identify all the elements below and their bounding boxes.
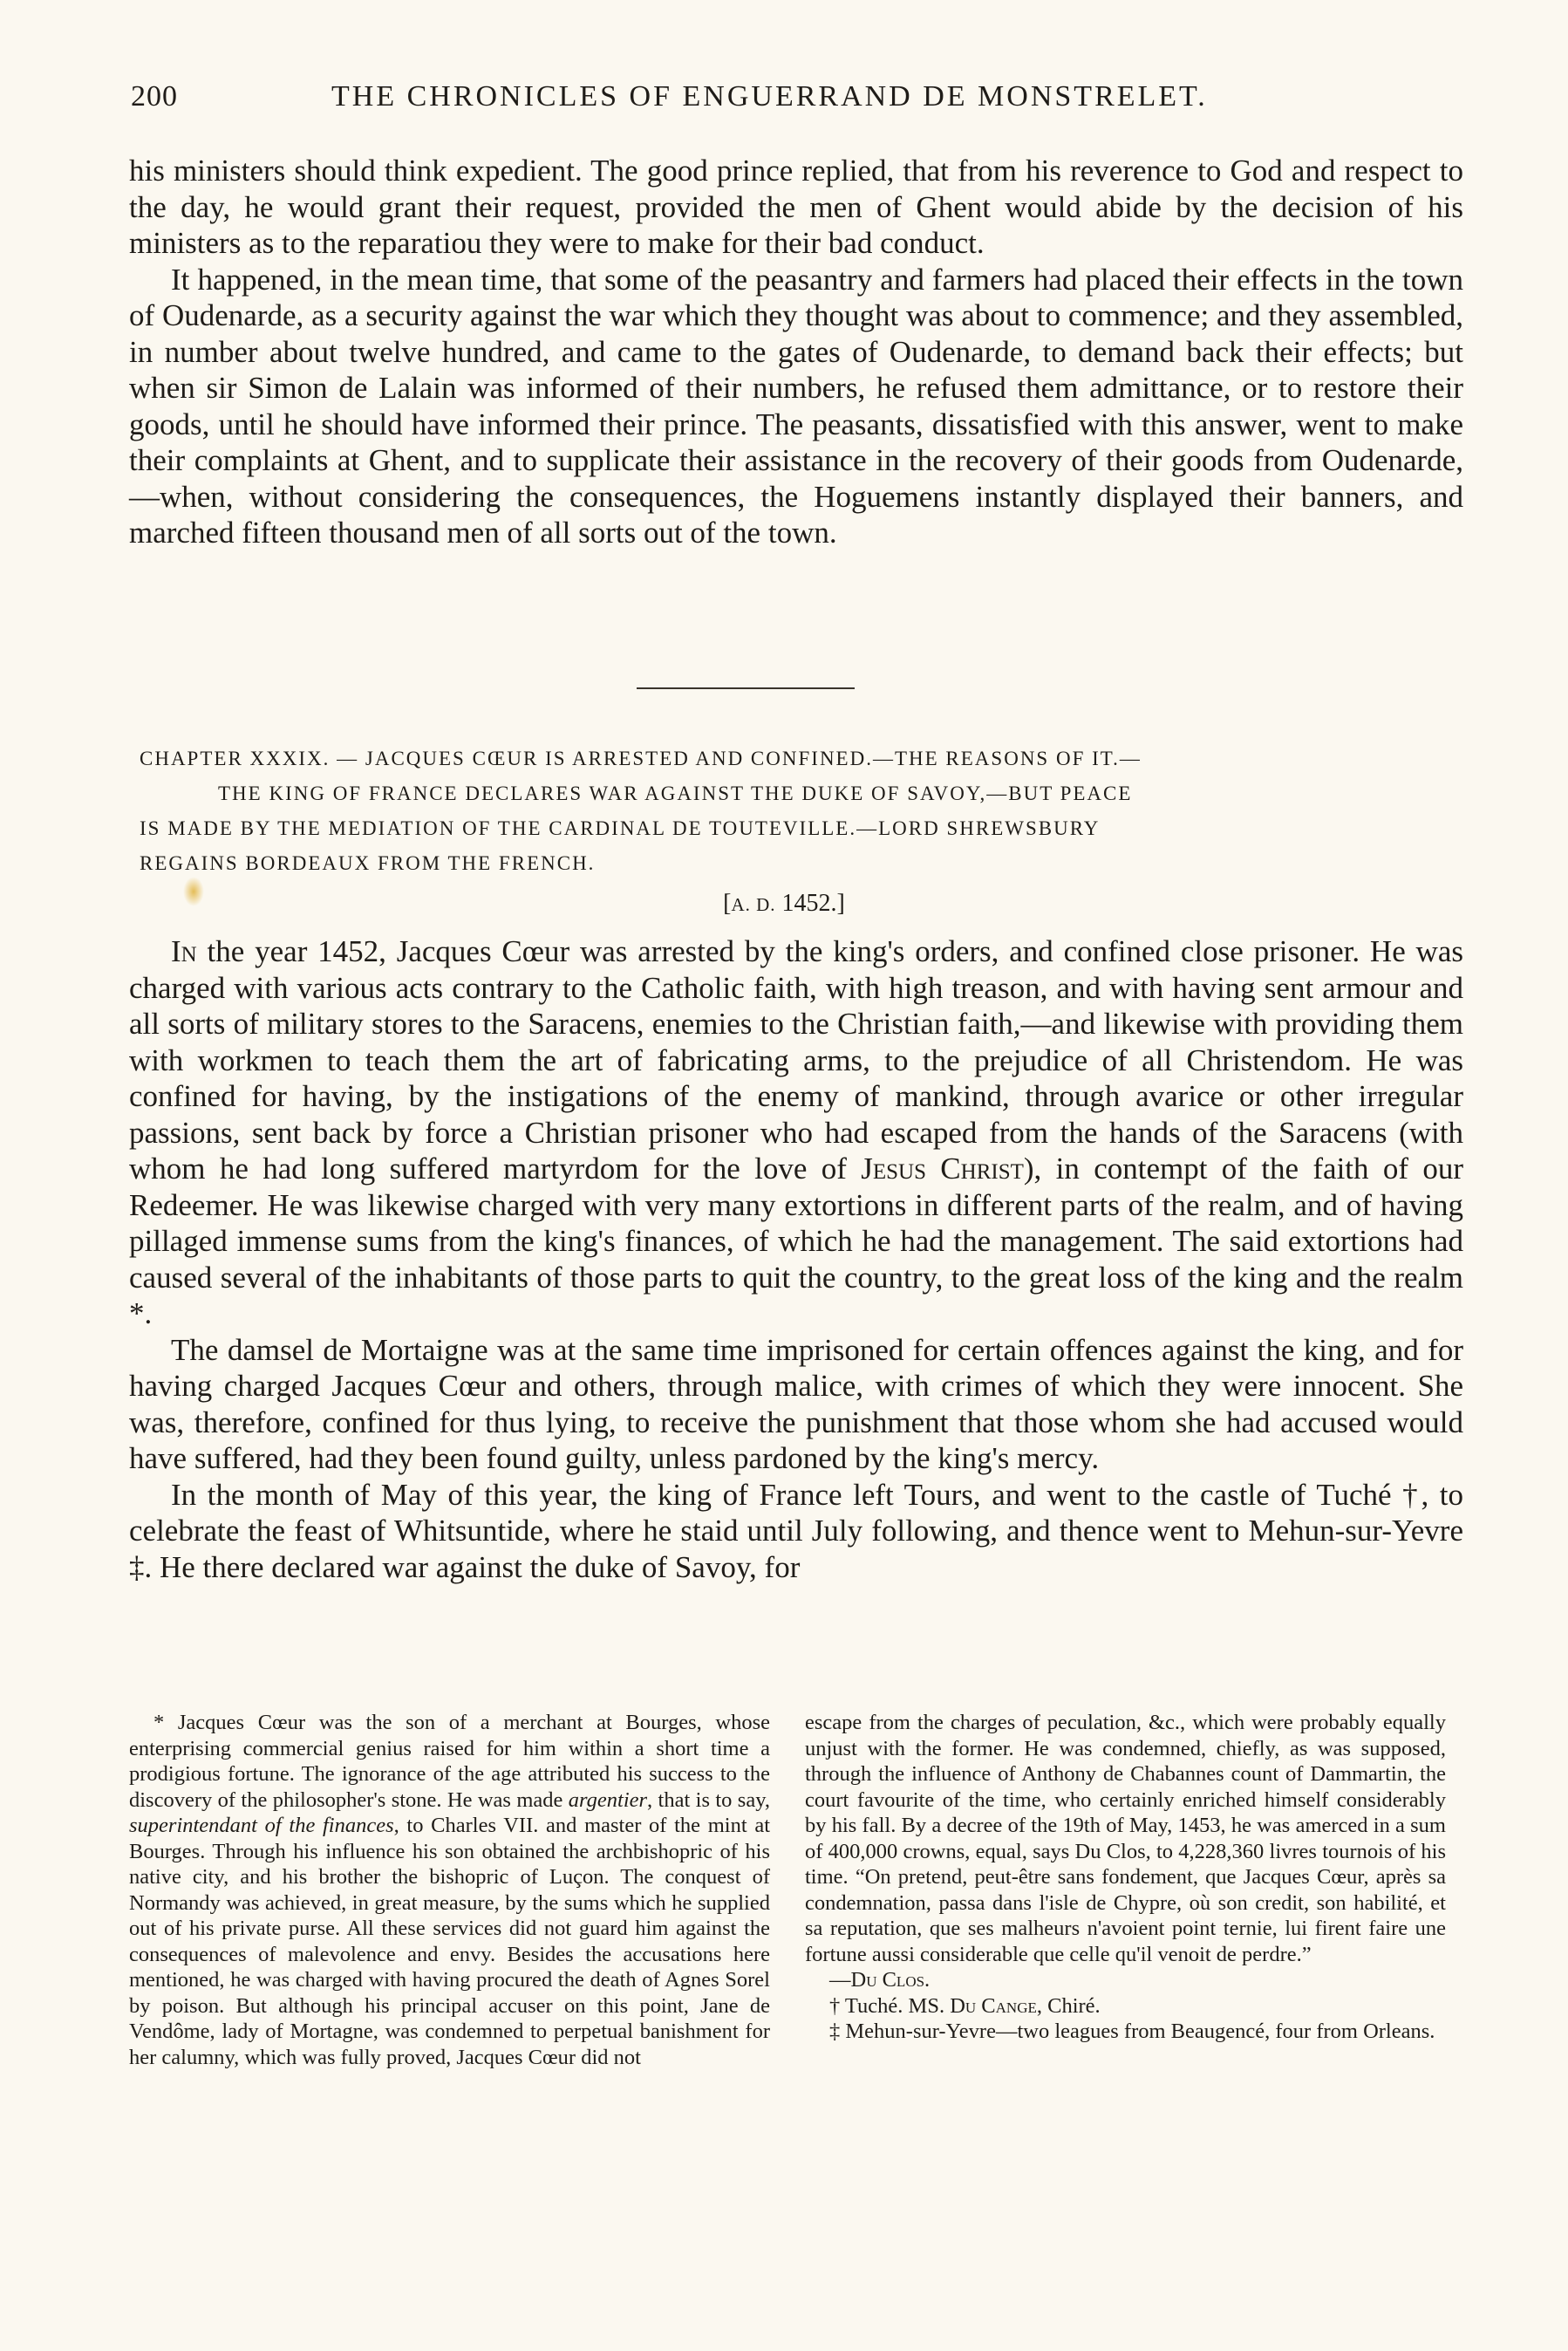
footnote-dagger-text-a: † Tuché. MS. xyxy=(829,1993,951,2018)
footnote-star-text-b: , that is to say, xyxy=(647,1787,770,1812)
paragraph-mortaigne: The damsel de Mortaigne was at the same time imprisoned for certain offences against the king, and for having charged Jacques Cœur and others, through malice, with crimes of which they were innocent. She was, therefore, confined for thus lying, to receive the punishment that those whom she had accused would have suffered, had they been found guilty, unless pardoned by the king's mercy. xyxy=(129,1332,1463,1475)
paragraph-oudenarde: It happened, in the mean time, that some of the peasantry and farmers had placed their effects in the town of Oudenarde, as a security against the war which they thought was about to commence; and they assembled, in number about twelve hundred, and came to the gates of Oudenarde, to demand back their effects; but when sir Simon de Lalain was informed of their numbers, he refused them admittance, or to restore their goods, until he should have informed their prince. The peasants, dissatisfied with this answer, went to make their complaints at Ghent, and to supplicate their assistance in the recovery of their goods from Oudenarde,—when, without considering the consequences, the Hoguemens instantly displayed their banners, and marched fifteen thousand men of all sorts out of the town. xyxy=(129,262,1463,550)
footnote-star-text-c: , to Charles VII. and master of the mint at Bourges. Through his influence his son obtained the archbishopric of his native city, and his brother the bishopric of Luçon. The conquest of Normandy was achieved, in great measure, by the sums which he supplied out of his private purse. All these services did not guard him against the consequences of malevolence and envy. Besides the accusations here mentioned, he was charged with having procured the death of Agnes Sorel by poison. But although his principal accuser on this point, Jane de Vendôme, lady of Mortagne, was condemned to perpetual banishment for her calumny, which was fully proved, Jacques Cœur did not xyxy=(129,1814,770,2069)
chapter-heading xyxy=(140,742,1461,881)
chapter-date xyxy=(0,890,1568,918)
footnote-column-right xyxy=(805,1710,1446,2045)
footnote-italic: superintendant of the finances xyxy=(129,1814,394,1837)
footnote-italic: argentier xyxy=(568,1787,648,1812)
footnotes xyxy=(129,1710,1463,2163)
chapter-text-block xyxy=(129,933,1463,1585)
footnote-star-continued: escape from the charges of peculation, &c., which were probably equally unjust with the former. He was condemned, chiefly, as was supposed, through the influence of Anthony de Chabannes count of Dammartin, the court favourite of the time, who certainly enriched himself considerably by his fall. By a decree of the 19th of May, 1453, he was amerced in a sum of 400,000 crowns, equal, says Du Clos, to 4,228,360 livres tournois of his time. “On pretend, peut-être sans fondement, que Jacques Cœur, après sa condemnation, passa dans l'isle de Chypre, où son credit, son habilité, et sa reputation, que ses malheurs n'avoient point ternie, lui firent faire une fortune aussi considerable que celle qu'il venoit de perdre.” xyxy=(805,1711,1446,1966)
footnote-star xyxy=(129,1710,770,2070)
date-year: 1452.] xyxy=(781,890,845,917)
footnote-signature: —Du Clos. xyxy=(829,1968,931,1992)
running-title: THE CHRONICLES OF ENGUERRAND DE MONSTRELET. xyxy=(331,80,1208,113)
date-bracket: [ xyxy=(723,890,732,917)
paragraph-arrest-text-a: the year 1452, Jacques Cœur was arrested by the king's orders, and confined close prisoner. He was charged with various acts contrary to the Catholic faith, with high treason, and with having sent armour and all sorts of military stores to the Saracens, enemies to the Christian faith,—and likewise with providing them with workmen to teach them the art of fabricating arms, to the prejudice of all Christendom. He was confined for having, by the instigations of the enemy of mankind, through avarice or other irregular passions, sent back by force a Christian prisoner who had escaped from the hands of the Saracens (with whom he had long suffered martyrdom for the love of xyxy=(129,934,1463,1186)
section-divider xyxy=(637,687,855,689)
paragraph-arrest xyxy=(129,933,1463,1332)
page-number: 200 xyxy=(131,80,178,113)
chapter-heading-line: CHAPTER XXXIX. — JACQUES CŒUR IS ARRESTED AND CONFINED.—THE REASONS OF IT.— xyxy=(140,748,1142,769)
running-head xyxy=(131,80,1465,124)
continued-text-block xyxy=(129,153,1463,551)
chapter-heading-line: REGAINS BORDEAUX FROM THE FRENCH. xyxy=(140,852,596,874)
sacred-name: Jesus Christ xyxy=(861,1152,1024,1186)
paragraph-tours: In the month of May of this year, the king of France left Tours, and went to the castle of Tuché †, to celebrate the feast of Whitsuntide, where he staid until July following, and thence went to Mehun-sur-Yevre ‡. He there declared war against the duke of Savoy, for xyxy=(129,1477,1463,1584)
footnote-star-text-a: * Jacques Cœur was the son of a merchant at Bourges, whose enterprising commercial genius raised for him within a short time a prodigious fortune. The ignorance of the age attributed his success to the discovery of the philosopher's stone. He was made xyxy=(129,1711,770,1812)
footnote-dagger-name: Du Cange xyxy=(950,1993,1037,2018)
opening-word: In xyxy=(171,934,197,968)
date-era: A. D. xyxy=(731,894,776,915)
footnote-column-left xyxy=(129,1710,770,2070)
footnote-dagger-text-b: , Chiré. xyxy=(1036,1993,1101,2018)
paragraph-continued: his ministers should think expedient. The good prince replied, that from his reverence to God and respect to the day, he would grant their request, provided the men of Ghent would abide by the decision of his ministers as to the reparatiou they were to make for their bad conduct. xyxy=(129,154,1463,260)
chapter-heading-line: IS MADE BY THE MEDIATION OF THE CARDINAL DE TOUTEVILLE.—LORD SHREWSBURY xyxy=(140,817,1101,839)
chapter-heading-line: THE KING OF FRANCE DECLARES WAR AGAINST THE DUKE OF SAVOY,—BUT PEACE xyxy=(218,783,1133,804)
paragraph-arrest-text-b: ), in contempt of the faith of our Redeemer. He was likewise charged with very many extortions in different parts of the realm, and of having pillaged immense sums from the king's finances, of which he had the management. The said extortions had caused several of the inhabitants of those parts to quit the country, to the great loss of the king and the realm *. xyxy=(129,1152,1464,1330)
footnote-double-dagger: ‡ Mehun-sur-Yevre—two leagues from Beaugencé, four from Orleans. xyxy=(829,2020,1435,2043)
footnote-dagger xyxy=(805,1993,1446,2020)
